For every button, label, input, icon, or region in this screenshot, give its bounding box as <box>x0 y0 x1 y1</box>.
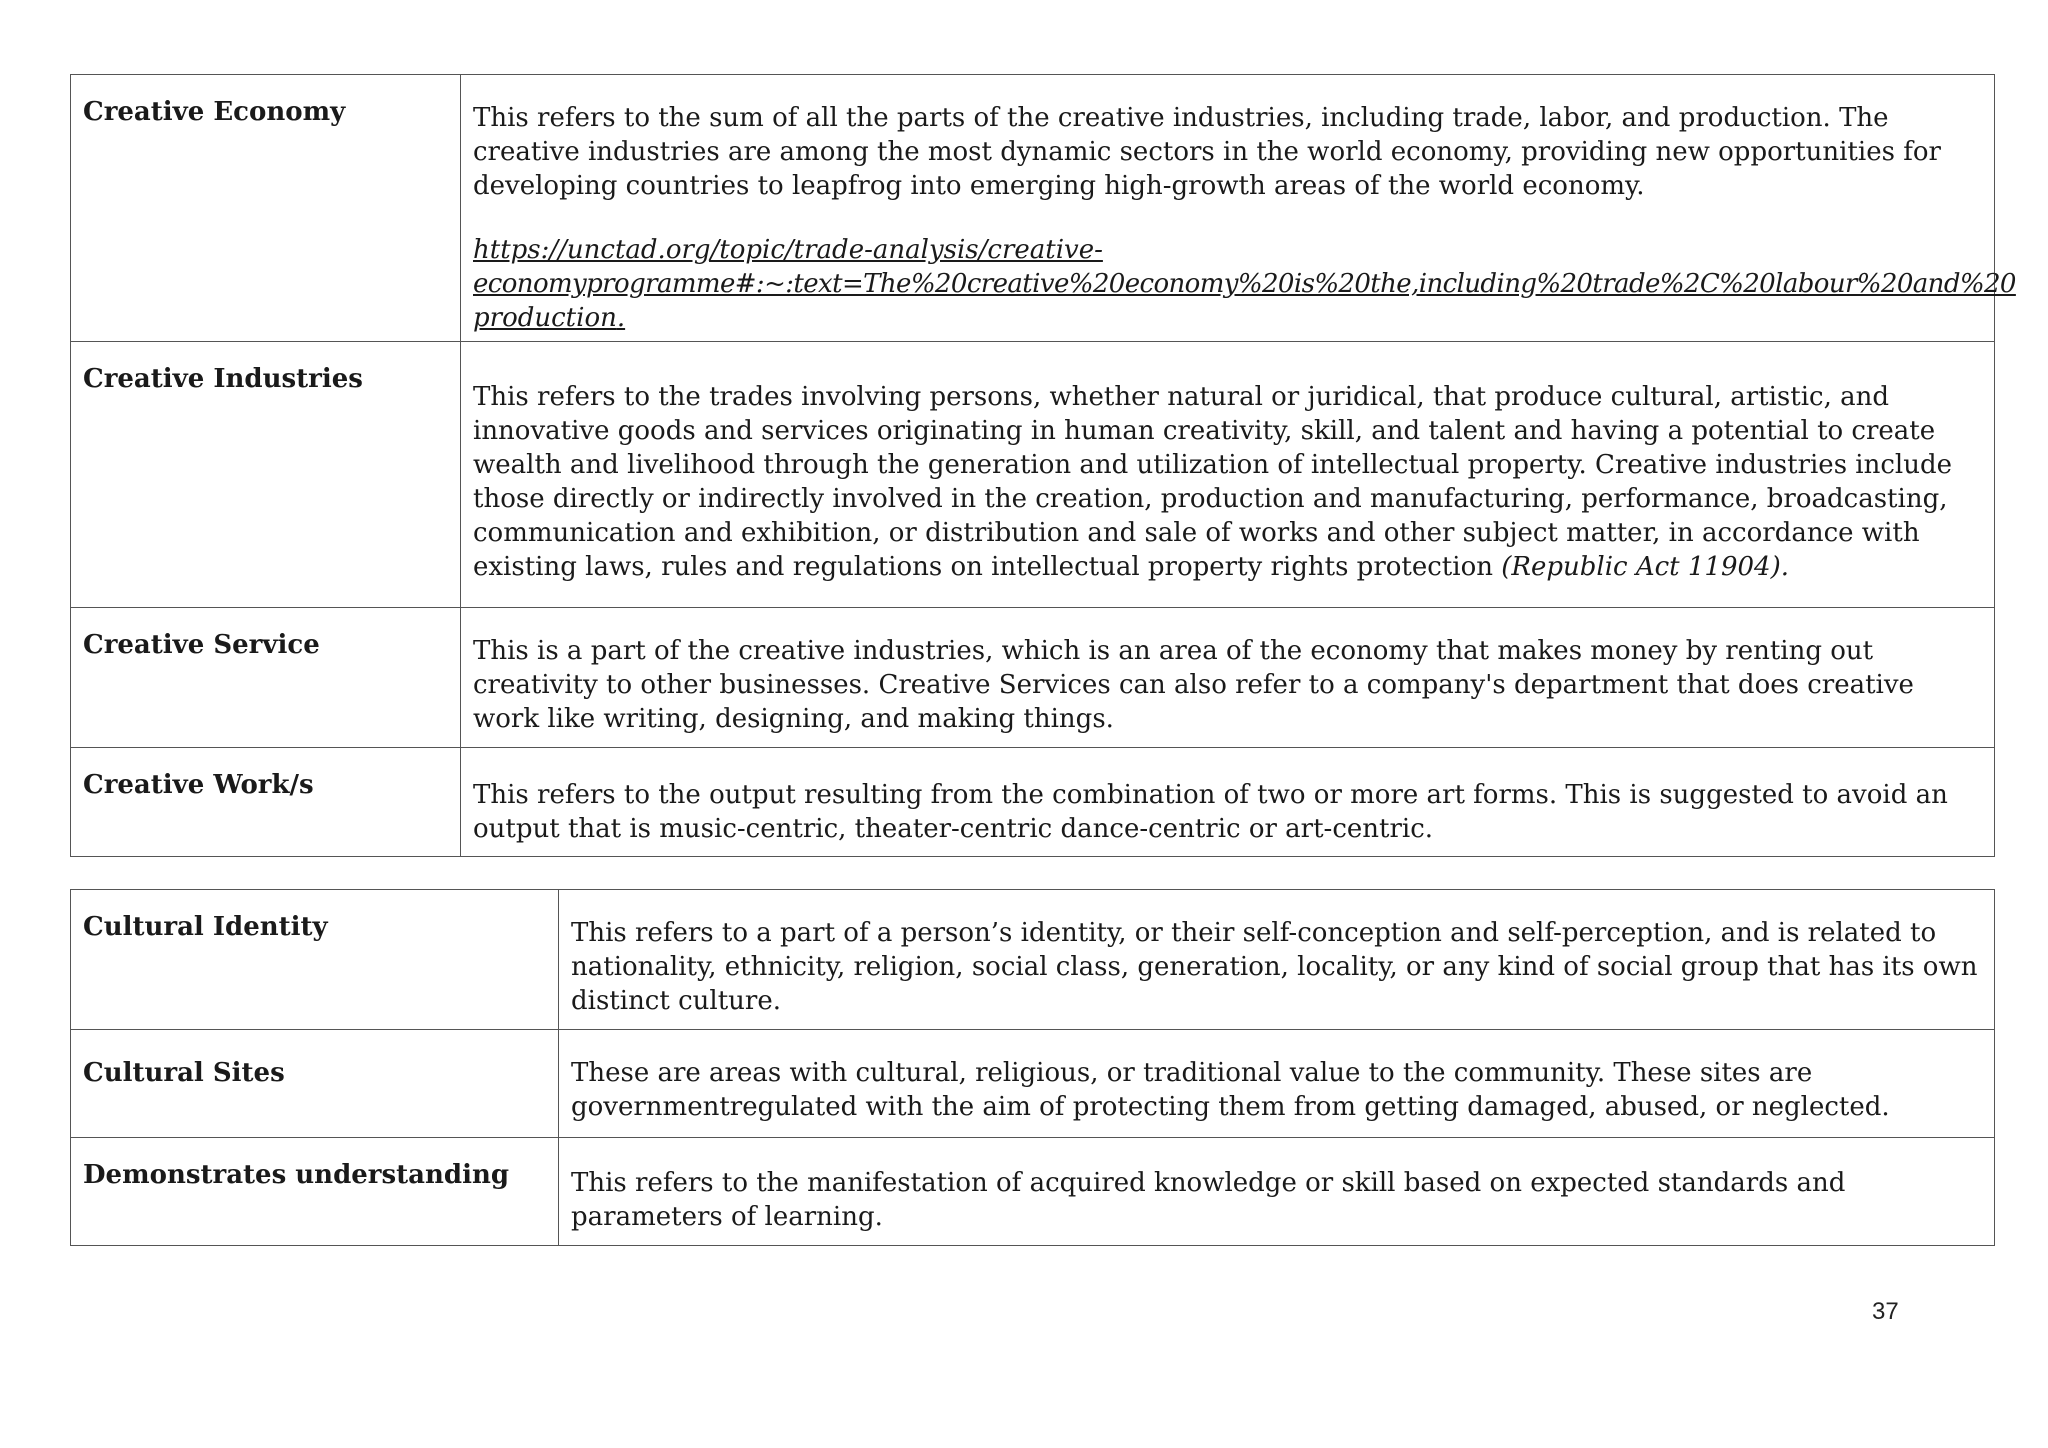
definition-demonstrates-understanding: This refers to the manifestation of acquired knowledge or skill based on expected standards and parameters of learning. <box>559 1138 1995 1246</box>
term-cultural-sites: Cultural Sites <box>71 1030 559 1138</box>
glossary-table-1 <box>70 74 2016 857</box>
table-row <box>71 1030 1995 1138</box>
definition-creative-works: This refers to the output resulting from the combination of two or more art forms. This is suggested to avoid an output that is music-centric, theater-centric dance-centric or art-centric. <box>461 748 1995 857</box>
term-creative-economy: Creative Economy <box>71 75 461 342</box>
table-row <box>71 75 1995 342</box>
table-row <box>71 1138 1995 1246</box>
table-row <box>71 608 1995 748</box>
page-number: 37 <box>1872 1298 1899 1325</box>
term-creative-service: Creative Service <box>71 608 461 748</box>
table-row <box>71 342 1995 608</box>
definition-creative-service: This is a part of the creative industries, which is an area of the economy that makes money by renting out creativity to other businesses. Creative Services can also refer to a company's department that does creative work like writing, designing, and making things. <box>461 608 1995 748</box>
term-demonstrates-understanding: Demonstrates understanding <box>71 1138 559 1246</box>
term-creative-industries: Creative Industries <box>71 342 461 608</box>
source-link[interactable] <box>473 233 2016 335</box>
table-row <box>71 748 1995 857</box>
source-link-line-1: https://unctad.org/topic/trade-analysis/creative- <box>473 235 1103 265</box>
definition-cultural-identity: This refers to a part of a person’s identity, or their self-conception and self-perception, and is related to nationality, ethnicity, religion, social class, generation, locality, or any kind of social group that has its own distinct culture. <box>559 890 1995 1030</box>
definition-cultural-sites: These are areas with cultural, religious, or traditional value to the community. These sites are governmentregulated with the aim of protecting them from getting damaged, abused, or neglected. <box>559 1030 1995 1138</box>
definition-text: This refers to the trades involving persons, whether natural or juridical, that produce cultural, artistic, and innovative goods and services originating in human creativity, skill, and talent and having a potential to create wealth and livelihood through the generation and utilization of intellectual property. Creative industries include those directly or indirectly involved in the creation, production and manufacturing, performance, broadcasting, communication and exhibition, or distribution and sale of works and other subject matter, in accordance with existing laws, rules and regulations on intellectual property rights protection <box>473 382 1953 582</box>
definition-text: This refers to the sum of all the parts of the creative industries, including trade, labor, and production. The creative industries are among the most dynamic sectors in the world economy, providing new opportunities for developing countries to leapfrog into emerging high-growth areas of the world economy. <box>473 103 1941 201</box>
definition-creative-economy <box>461 75 2016 342</box>
source-link-suffix: . <box>616 303 626 333</box>
citation: (Republic Act 11904). <box>1501 552 1789 582</box>
glossary-table-2 <box>70 889 1995 1246</box>
definition-creative-industries <box>461 342 1995 608</box>
source-link-line-3: production <box>473 303 617 333</box>
source-link-line-2: economyprogramme#:~:text=The%20creative%20economy%20is%20the,including%20trade%2C%20labour%20and%20 <box>473 269 2016 299</box>
table-row <box>71 890 1995 1030</box>
term-cultural-identity: Cultural Identity <box>71 890 559 1030</box>
term-creative-works: Creative Work/s <box>71 748 461 857</box>
